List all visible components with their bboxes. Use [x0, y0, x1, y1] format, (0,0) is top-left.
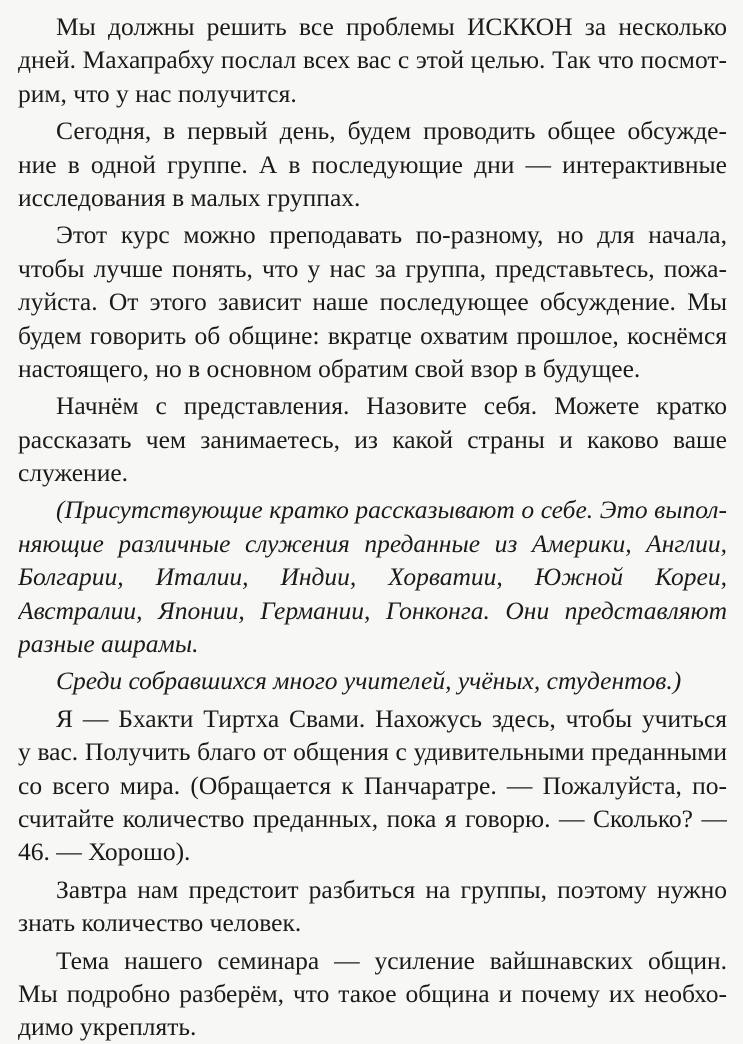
- text-line: Этот курс можно преподавать по-разному, но для начала,: [56, 220, 727, 250]
- text-line: Болгарии, Италии, Индии, Хорватии, Южной Кореи,: [18, 562, 727, 592]
- text-line: разные ашрамы.: [18, 629, 199, 659]
- text-line: Я — Бхакти Тиртха Свами. Нахожусь здесь, чтобы учиться: [56, 703, 727, 733]
- text-line: будем говорить об общине: вкратце охватим прошлое, коснёмся: [18, 320, 727, 350]
- italic-paragraph: [18, 493, 727, 660]
- text-line: Среди собравшихся много учителей, учёных, студентов.): [56, 666, 682, 696]
- text-line: дней. Махапрабху послал всех вас с этой целью. Так что посмот-: [18, 45, 727, 75]
- text-line: настоящего, но в основном обратим свой взор в будущее.: [18, 353, 641, 383]
- text-line: луйста. От этого зависит наше последующее обсуждение. Мы: [18, 287, 727, 317]
- text-line: Завтра нам предстоит разбиться на группы, поэтому нужно: [56, 874, 727, 904]
- text-line: димо укреплять.: [18, 1012, 197, 1042]
- text-line: (Присутствующие кратко рассказывают о себе. Это выпол-: [56, 495, 727, 525]
- paragraph: [18, 114, 727, 214]
- text-line: знать количество человек.: [18, 908, 302, 938]
- text-line: ние в одной группе. А в последующие дни — интерактивные: [18, 149, 727, 179]
- italic-paragraph: [18, 664, 727, 697]
- paragraph: [18, 944, 727, 1044]
- paragraph: [18, 389, 727, 489]
- text-line: Австралии, Японии, Германии, Гонконга. Они представляют: [18, 595, 727, 625]
- text-line: исследования в малых группах.: [18, 182, 361, 212]
- text-line: считайте количество преданных, пока я говорю. — Сколько? —: [18, 803, 727, 833]
- text-line: 46. — Хорошо).: [18, 837, 191, 867]
- paragraph: [18, 10, 727, 110]
- text-line: чтобы лучше понять, что у нас за группа, представьтесь, пожа-: [18, 253, 727, 283]
- paragraph: [18, 873, 727, 940]
- paragraph: [18, 218, 727, 385]
- text-line: Тема нашего семинара — усиление вайшнавских общин.: [56, 945, 727, 975]
- text-line: со всего мира. (Обращается к Панчаратре. — Пожалуйста, по-: [18, 770, 727, 800]
- text-line: Начнём с представления. Назовите себя. Можете кратко: [56, 391, 727, 421]
- paragraph: [18, 702, 727, 869]
- text-line: рим, что у нас получится.: [18, 78, 297, 108]
- text-line: рассказать чем занимаетесь, из какой страны и каково ваше: [18, 424, 727, 454]
- text-line: Мы подробно разберём, что такое община и почему их необхо-: [18, 978, 727, 1008]
- text-line: Сегодня, в первый день, будем проводить общее обсужде-: [56, 116, 727, 146]
- text-line: у вас. Получить благо от общения с удивительными преданными: [18, 737, 727, 767]
- text-line: няющие различные служения преданные из Америки, Англии,: [18, 528, 727, 558]
- text-line: Мы должны решить все проблемы ИСККОН за несколько: [56, 12, 727, 41]
- text-line: служение.: [18, 458, 129, 488]
